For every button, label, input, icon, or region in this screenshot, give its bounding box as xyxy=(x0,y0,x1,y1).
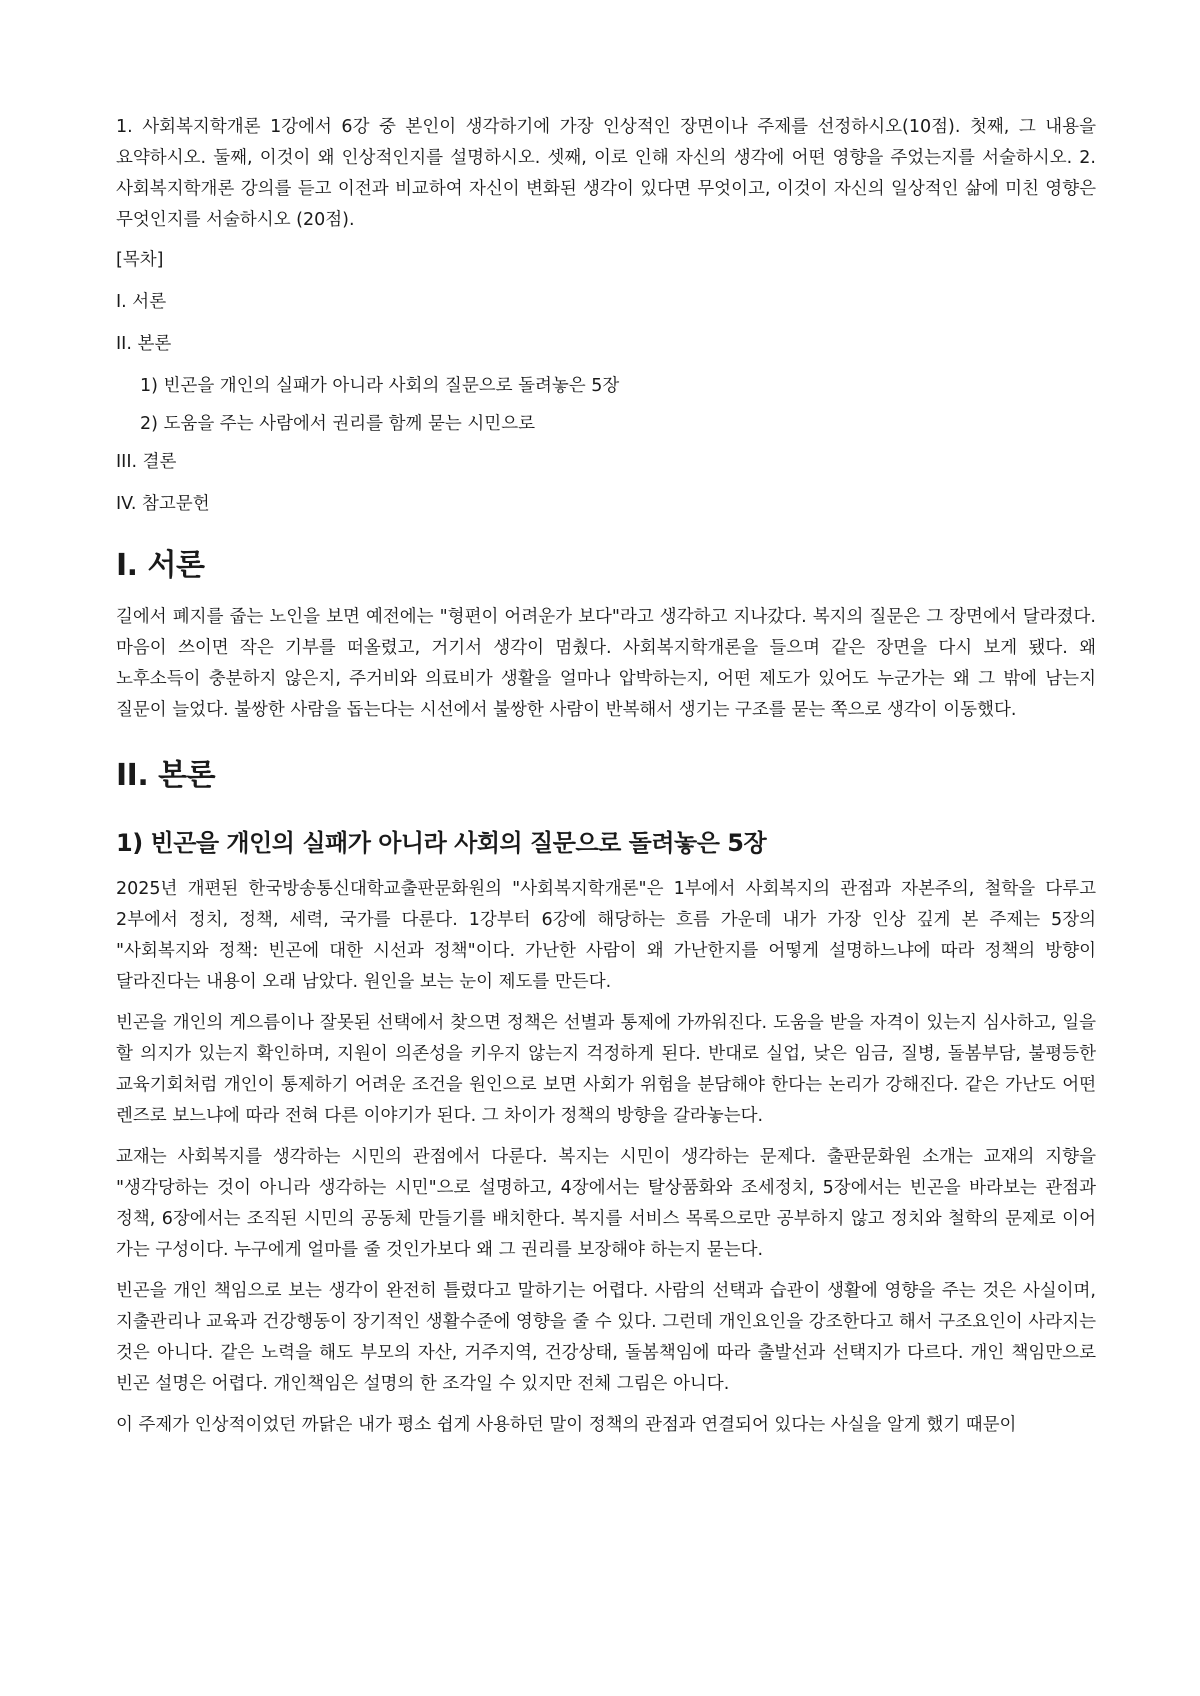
document-page xyxy=(116,112,1096,1451)
section-1-paragraph: 빈곤을 개인의 게으름이나 잘못된 선택에서 찾으면 정책은 선별과 통제에 가까워진다. 도움을 받을 자격이 있는지 심사하고, 일을 할 의지가 있는지 확인하며, 지원이 의존성을 키우지 않는지 걱정하게 된다. 반대로 실업, 낮은 임금, 질병, 돌봄부담, 불평등한 교육기회처럼 개인이 통제하기 어려운 조건을 원인으로 보면 사회가 위험을 분담해야 한다는 논리가 강해진다. 같은 가난도 어떤 렌즈로 보느냐에 따라 전혀 다른 이야기가 된다. 그 차이가 정책의 방향을 갈라놓는다. xyxy=(116,1013,1096,1126)
toc-item-body-section-1: 1) 빈곤을 개인의 실패가 아니라 사회의 질문으로 돌려놓은 5장 xyxy=(140,376,620,396)
section-1-paragraph: 2025년 개편된 한국방송통신대학교출판문화원의 "사회복지학개론"은 1부에서 사회복지의 관점과 자본주의, 철학을 다루고 2부에서 정치, 정책, 세력, 국가를 다룬다. 1강부터 6강에 해당하는 흐름 가운데 내가 가장 인상 깊게 본 주제는 5장의 "사회복지와 정책: 빈곤에 대한 시선과 정책"이다. 가난한 사람이 왜 가난한지를 어떻게 설명하느냐에 따라 정책의 방향이 달라진다는 내용이 오래 남았다. 원인을 보는 눈이 제도를 만든다. xyxy=(116,879,1096,992)
section-1-paragraph: 이 주제가 인상적이었던 까닭은 내가 평소 쉽게 사용하던 말이 정책의 관점과 연결되어 있다는 사실을 알게 했기 때문이 xyxy=(116,1415,1017,1435)
section-1-paragraph: 빈곤을 개인 책임으로 보는 생각이 완전히 틀렸다고 말하기는 어렵다. 사람의 선택과 습관이 생활에 영향을 주는 것은 사실이며, 지출관리나 교육과 건강행동이 장기적인 생활수준에 영향을 줄 수 있다. 그런데 개인요인을 강조한다고 해서 구조요인이 사라지는 것은 아니다. 같은 노력을 해도 부모의 자산, 거주지역, 건강상태, 돌봄책임에 따라 출발선과 선택지가 다르다. 개인 책임만으로 빈곤 설명은 어렵다. 개인책임은 설명의 한 조각일 수 있지만 전체 그림은 아니다. xyxy=(116,1281,1096,1394)
table-of-contents xyxy=(116,248,1096,516)
section-1-heading: 1) 빈곤을 개인의 실패가 아니라 사회의 질문으로 돌려놓은 5장 xyxy=(116,829,767,857)
intro-heading: I. 서론 xyxy=(116,548,205,583)
toc-title: [목차] xyxy=(116,250,164,270)
section-1-paragraph: 교재는 사회복지를 생각하는 시민의 관점에서 다룬다. 복지는 시민이 생각하는 문제다. 출판문화원 소개는 교재의 지향을 "생각당하는 것이 아니라 생각하는 시민"으로 설명하고, 4장에서는 탈상품화와 조세정치, 5장에서는 빈곤을 바라보는 관점과 정책, 6장에서는 조직된 시민의 공동체 만들기를 배치한다. 복지를 서비스 목록으로만 공부하지 않고 정치와 철학의 문제로 이어 가는 구성이다. 누구에게 얼마를 줄 것인가보다 왜 그 권리를 보장해야 하는지 묻는다. xyxy=(116,1147,1096,1260)
toc-item-intro: I. 서론 xyxy=(116,292,167,312)
toc-item-conclusion: III. 결론 xyxy=(116,452,177,472)
toc-item-body-section-2: 2) 도움을 주는 사람에서 권리를 함께 묻는 시민으로 xyxy=(140,414,535,434)
assignment-prompt: 1. 사회복지학개론 1강에서 6강 중 본인이 생각하기에 가장 인상적인 장면이나 주제를 선정하시오(10점). 첫째, 그 내용을 요약하시오. 둘째, 이것이 왜 인상적인지를 설명하시오. 셋째, 이로 인해 자신의 생각에 어떤 영향을 주었는지를 서술하시오. 2. 사회복지학개론 강의를 듣고 이전과 비교하여 자신이 변화된 생각이 있다면 무엇이고, 이것이 자신의 일상적인 삶에 미친 영향은 무엇인지를 서술하시오 (20점). xyxy=(116,117,1096,230)
toc-item-body: II. 본론 xyxy=(116,334,172,354)
toc-item-references: IV. 참고문헌 xyxy=(116,494,210,514)
body-heading: II. 본론 xyxy=(116,758,216,793)
intro-paragraph: 길에서 폐지를 줍는 노인을 보면 예전에는 "형편이 어려운가 보다"라고 생각하고 지나갔다. 복지의 질문은 그 장면에서 달라졌다. 마음이 쓰이면 작은 기부를 떠올렸고, 거기서 생각이 멈췄다. 사회복지학개론을 들으며 같은 장면을 다시 보게 됐다. 왜 노후소득이 충분하지 않은지, 주거비와 의료비가 생활을 얼마나 압박하는지, 어떤 제도가 있어도 누군가는 왜 그 밖에 남는지 질문이 늘었다. 불쌍한 사람을 돕는다는 시선에서 불쌍한 사람이 반복해서 생기는 구조를 묻는 쪽으로 생각이 이동했다. xyxy=(116,607,1096,720)
